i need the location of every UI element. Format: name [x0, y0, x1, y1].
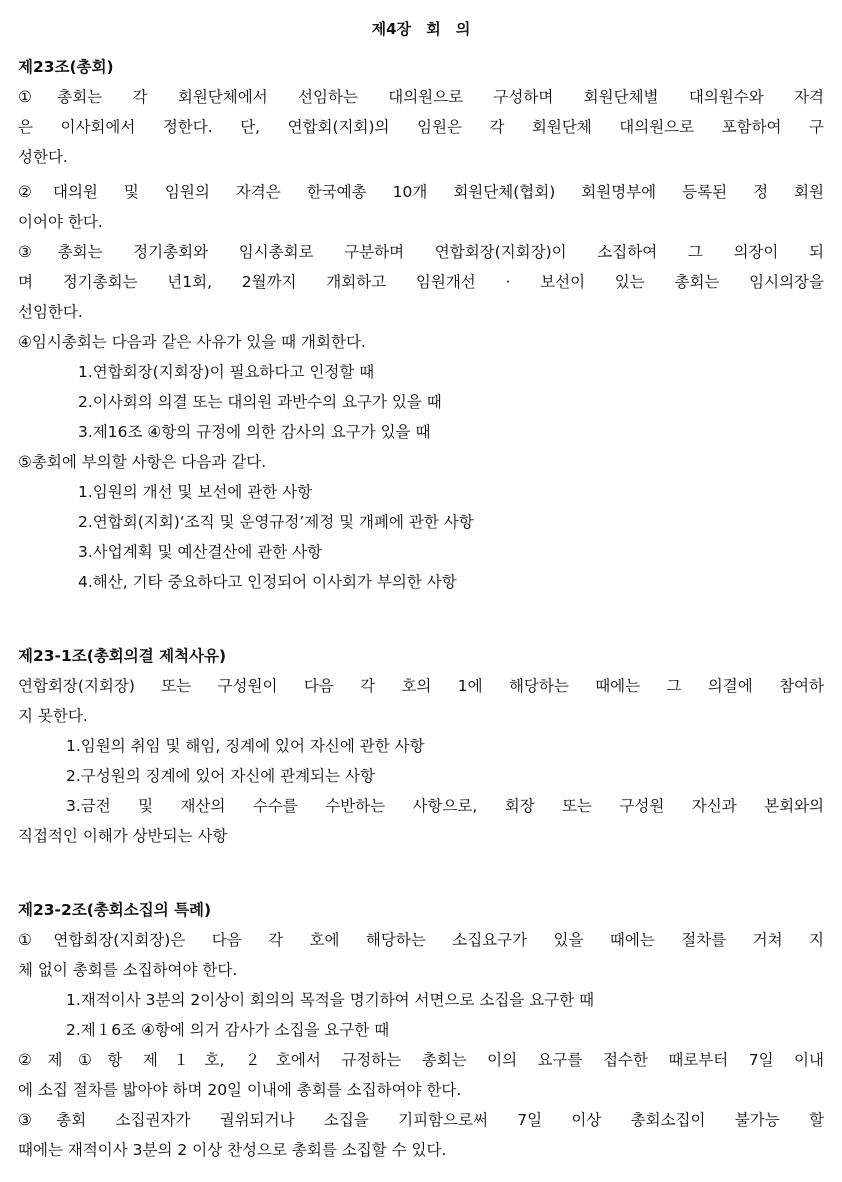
article-23-2-heading: 제23-2조(총회소집의 특례)	[18, 901, 212, 919]
list-item: 3.제16조 ④항의 규정에 의한 감사의 요구가 있을 때	[78, 423, 431, 441]
article-23-2-paragraph-2-line: ②제①항 제１호, ２호에서 규정하는 총회는 이의 요구를 접수한 때로부터 7일 이내	[18, 1051, 824, 1069]
article-23-paragraph-2-line: 이어야 한다.	[18, 213, 103, 231]
article-23-2-paragraph-1-line: 체 없이 총회를 소집하여야 한다.	[18, 961, 238, 979]
list-item: 4.해산, 기타 중요하다고 인정되어 이사회가 부의한 사항	[78, 573, 457, 591]
list-item: 2.연합회(지회)‘조직 및 운영규정’제정 및 개폐에 관한 사항	[78, 513, 474, 531]
article-23-1-heading: 제23-1조(총회의결 제척사유)	[18, 647, 227, 665]
article-23-2-paragraph-1-line: ①연합회장(지회장)은 다음 각 호에 해당하는 소집요구가 있을 때에는 절차를 거쳐 지	[18, 931, 824, 949]
article-23-paragraph-3-line: 선임한다.	[18, 303, 83, 321]
list-item: 3.사업계획 및 예산결산에 관한 사항	[78, 543, 323, 561]
article-23-paragraph-4: ④임시총회는 다음과 같은 사유가 있을 때 개회한다.	[18, 333, 366, 351]
article-23-paragraph-1-line: ①총회는 각 회원단체에서 선임하는 대의원으로 구성하며 회원단체별 대의원수와 자격	[18, 88, 824, 106]
article-23-1-line: 지 못한다.	[18, 707, 88, 725]
list-item: 3.금전 및 재산의 수수를 수반하는 사항으로, 회장 또는 구성원 자신과 본회와의	[66, 797, 824, 815]
list-item: 2.제１6조 ④항에 의거 감사가 소집을 요구한 때	[66, 1021, 390, 1039]
list-item: 1.재적이사 3분의 2이상이 회의의 목적을 명기하여 서면으로 소집을 요구한 때	[66, 991, 595, 1009]
list-item: 2.이사회의 의결 또는 대의원 과반수의 요구가 있을 때	[78, 393, 442, 411]
list-item: 1.임원의 취임 및 해임, 징계에 있어 자신에 관한 사항	[66, 737, 425, 755]
article-23-paragraph-3-line: ③총회는 정기총회와 임시총회로 구분하며 연합회장(지회장)이 소집하여 그 의장이 되	[18, 243, 824, 261]
list-item: 2.구성원의 징계에 있어 자신에 관계되는 사항	[66, 767, 375, 785]
article-23-1-line: 연합회장(지회장) 또는 구성원이 다음 각 호의 1에 해당하는 때에는 그 의결에 참여하	[18, 677, 824, 695]
article-23-2-paragraph-2-line: 에 소집 절차를 밟아야 하며 20일 이내에 총회를 소집하여야 한다.	[18, 1081, 462, 1099]
list-item: 1.임원의 개선 및 보선에 관한 사항	[78, 483, 313, 501]
article-23-paragraph-3-line: 며 정기총회는 년1회, 2월까지 개회하고 임원개선 · 보선이 있는 총회는 임시의장을	[18, 273, 824, 291]
article-23-heading: 제23조(총회)	[18, 58, 114, 76]
list-item: 1.연합회장(지회장)이 필요하다고 인정할 때	[78, 363, 375, 381]
article-23-2-paragraph-3-line: 때에는 재적이사 3분의 2 이상 찬성으로 총회를 소집할 수 있다.	[18, 1141, 447, 1159]
article-23-paragraph-2-line: ②대의원 및 임원의 자격은 한국예총 10개 회원단체(협회) 회원명부에 등록된 정 회원	[18, 183, 824, 201]
chapter-title: 제4장 회 의	[371, 20, 471, 38]
article-23-paragraph-1-line: 성한다.	[18, 148, 68, 166]
article-23-paragraph-1-line: 은 이사회에서 정한다. 단, 연합회(지회)의 임원은 각 회원단체 대의원으로 포함하여 구	[18, 118, 824, 136]
article-23-paragraph-5: ⑤총회에 부의할 사항은 다음과 같다.	[18, 453, 267, 471]
article-23-2-paragraph-3-line: ③총회 소집권자가 궐위되거나 소집을 기피함으로써 7일 이상 총회소집이 불가능 할	[18, 1111, 824, 1129]
article-23-1-line: 직접적인 이해가 상반되는 사항	[18, 827, 228, 845]
